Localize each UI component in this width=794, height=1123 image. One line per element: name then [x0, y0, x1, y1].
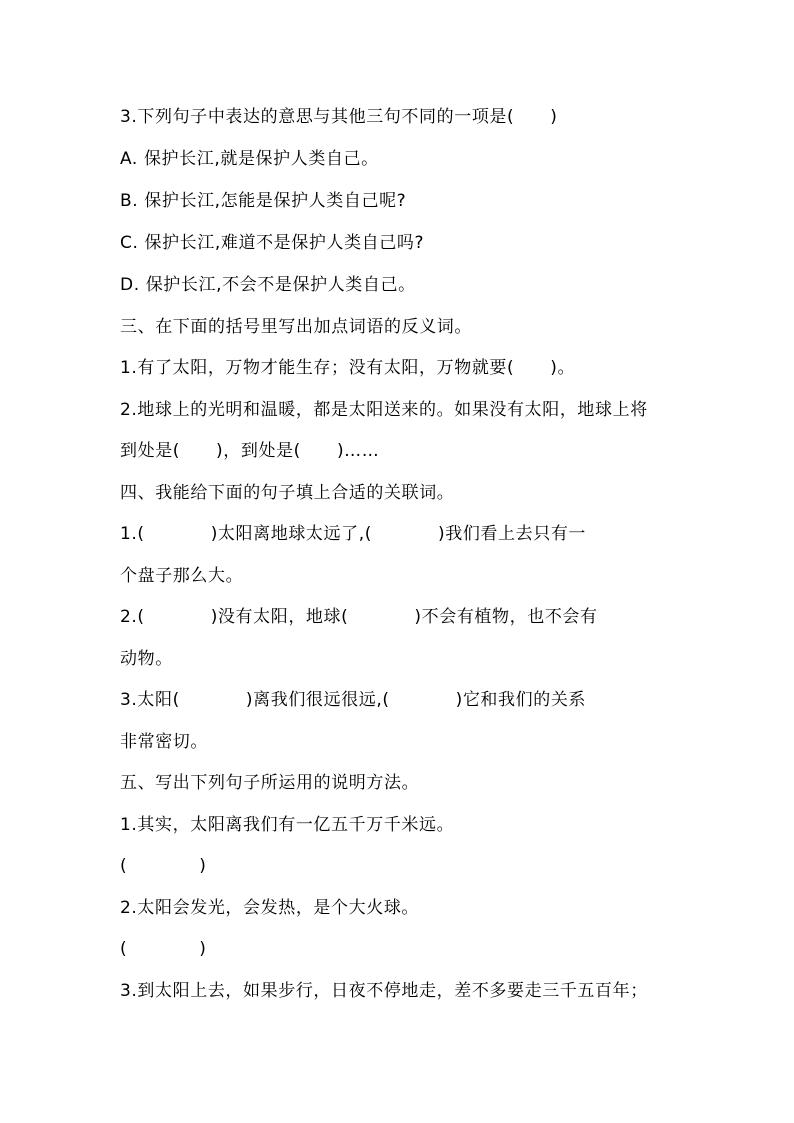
option-b: B. 保护长江,怎能是保护人类自己呢?	[120, 191, 407, 211]
section-5-heading: 五、写出下列句子所运用的说明方法。	[120, 773, 420, 793]
option-a: A. 保护长江,就是保护人类自己。	[120, 149, 379, 169]
question-3-stem: 3.下列句子中表达的意思与其他三句不同的一项是( )	[120, 107, 558, 127]
section-4-item-3: 3.太阳( )离我们很远很远,( )它和我们的关系	[120, 690, 587, 710]
section-3-item-2: 2.地球上的光明和温暖，都是太阳送来的。如果没有太阳，地球上将	[120, 400, 648, 420]
section-4-item-2: 2.( )没有太阳，地球( )不会有植物，也不会有	[120, 607, 598, 627]
option-d: D. 保护长江,不会不是保护人类自己。	[120, 275, 416, 295]
section-3-item-1: 1.有了太阳，万物才能生存；没有太阳，万物就要( )。	[120, 358, 576, 378]
section-3-item-2-cont: 到处是( )，到处是( )……	[120, 441, 380, 461]
section-4-item-3-cont: 非常密切。	[120, 732, 208, 752]
section-5-item-3: 3.到太阳上去，如果步行，日夜不停地走，差不多要走三千五百年；	[120, 981, 648, 1001]
section-3-heading: 三、在下面的括号里写出加点词语的反义词。	[120, 317, 472, 337]
section-5-item-1: 1.其实，太阳离我们有一亿五千万千米远。	[120, 815, 455, 835]
section-4-item-1-cont: 个盘子那么大。	[120, 566, 244, 586]
option-c: C. 保护长江,难道不是保护人类自己吗?	[120, 233, 425, 253]
section-4-item-1: 1.( )太阳离地球太远了,( )我们看上去只有一	[120, 524, 587, 544]
section-4-item-2-cont: 动物。	[120, 649, 173, 669]
section-5-item-2: 2.太阳会发光，会发热，是个大火球。	[120, 898, 420, 918]
section-5-answer-2: ( )	[120, 939, 207, 959]
section-4-heading: 四、我能给下面的句子填上合适的关联词。	[120, 483, 455, 503]
section-5-answer-1: ( )	[120, 856, 207, 876]
